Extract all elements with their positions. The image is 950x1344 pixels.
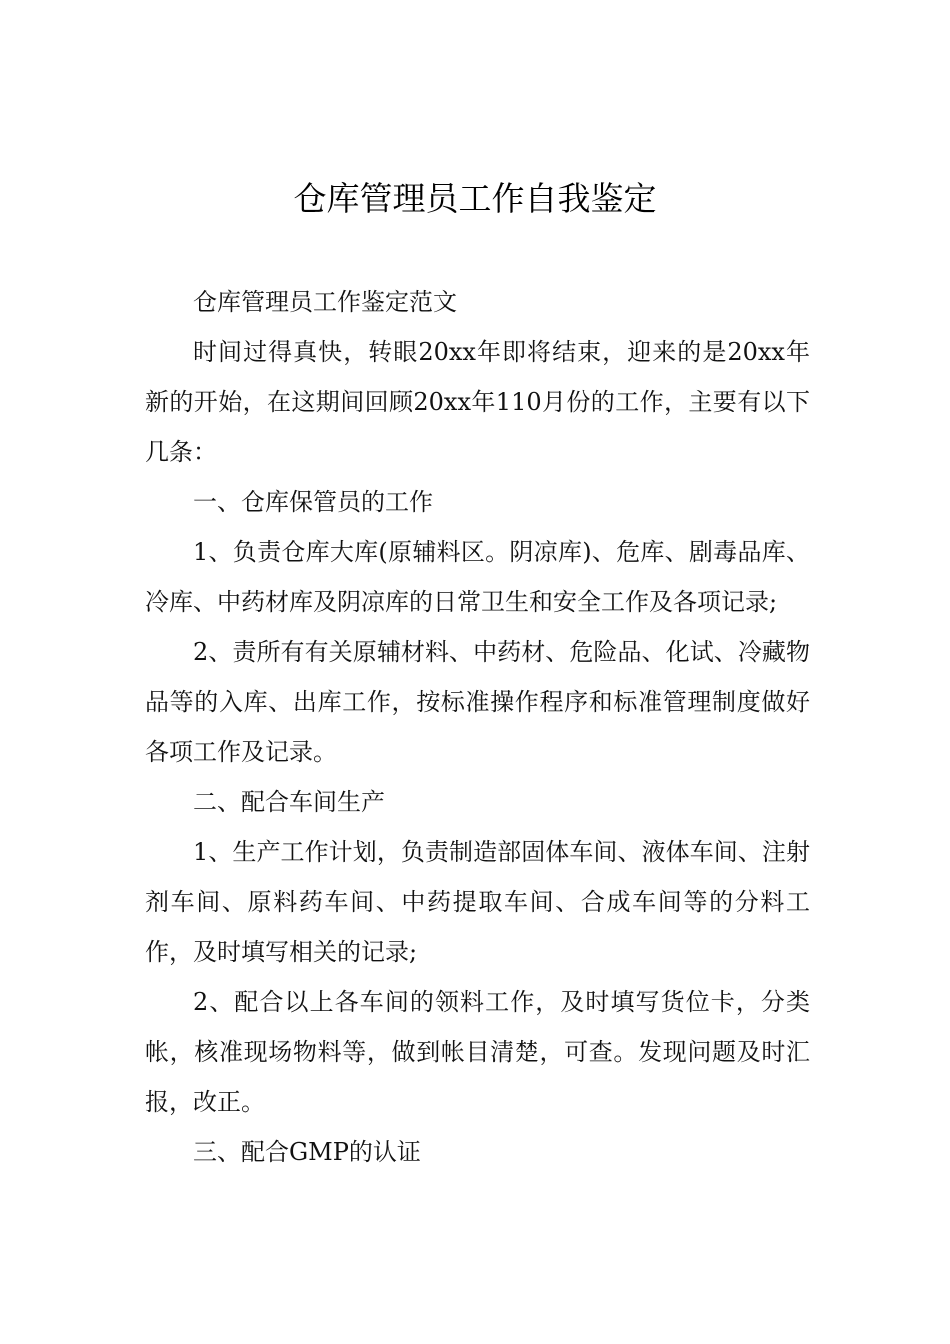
paragraph-item: 1、生产工作计划，负责制造部固体车间、液体车间、注射剂车间、原料药车间、中药提取车间、合成车间等的分料工作，及时填写相关的记录;: [145, 838, 810, 966]
section-heading-2: 二、配合车间生产: [193, 788, 385, 816]
paragraph-item: 2、责所有有关原辅材料、中药材、危险品、化试、冷藏物品等的入库、出库工作，按标准操作程序和标准管理制度做好各项工作及记录。: [145, 638, 810, 766]
paragraph-intro: 时间过得真快，转眼20xx年即将结束，迎来的是20xx年新的开始，在这期间回顾20xx年110月份的工作，主要有以下几条：: [145, 338, 810, 466]
document-body: [145, 277, 810, 1177]
section-heading-3: 三、配合GMP的认证: [193, 1138, 421, 1166]
section-heading-1: 一、仓库保管员的工作: [193, 488, 433, 516]
paragraph-item: 1、负责仓库大库(原辅料区。阴凉库)、危库、剧毒品库、冷库、中药材库及阴凉库的日常卫生和安全工作及各项记录;: [145, 538, 810, 616]
document-title: 仓库管理员工作自我鉴定: [293, 179, 657, 218]
paragraph-subtitle: 仓库管理员工作鉴定范文: [193, 288, 457, 316]
paragraph-item: 2、配合以上各车间的领料工作，及时填写货位卡，分类帐，核准现场物料等，做到帐目清楚，可查。发现问题及时汇报，改正。: [145, 988, 810, 1116]
